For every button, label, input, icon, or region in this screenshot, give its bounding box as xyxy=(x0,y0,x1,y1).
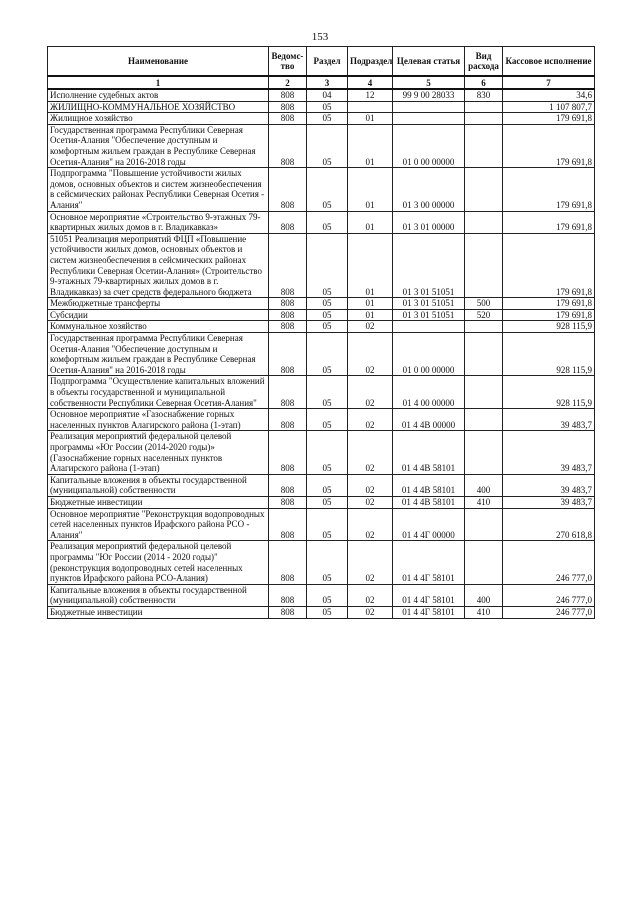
row-section: 05 xyxy=(307,541,348,584)
row-section: 05 xyxy=(307,584,348,606)
row-expense-type: 520 xyxy=(465,309,503,321)
row-subsection: 02 xyxy=(348,376,393,409)
column-number: 6 xyxy=(465,76,503,89)
row-department: 808 xyxy=(269,309,307,321)
row-amount: 246 777,0 xyxy=(503,541,595,584)
row-section: 05 xyxy=(307,333,348,376)
row-subsection: 02 xyxy=(348,541,393,584)
row-amount: 34,6 xyxy=(503,89,595,101)
row-target-item xyxy=(393,113,465,125)
row-amount: 179 691,8 xyxy=(503,298,595,310)
row-name: Реализация мероприятий федеральной целевой программы "Юг России (2014 - 2020 годы)" (реконструкция водопроводных сетей населенных пунктов Ирафского района РСО-Алания) xyxy=(48,541,269,584)
row-expense-type: 400 xyxy=(465,584,503,606)
row-amount: 179 691,8 xyxy=(503,309,595,321)
row-amount: 179 691,8 xyxy=(503,233,595,298)
row-department: 808 xyxy=(269,124,307,167)
column-number: 7 xyxy=(503,76,595,89)
row-section: 05 xyxy=(307,168,348,211)
row-department: 808 xyxy=(269,298,307,310)
row-subsection: 02 xyxy=(348,496,393,508)
row-subsection xyxy=(348,101,393,113)
row-section: 05 xyxy=(307,508,348,541)
row-subsection: 01 xyxy=(348,233,393,298)
row-department: 808 xyxy=(269,584,307,606)
row-name: Реализация мероприятий федеральной целевой программы «Юг России (2014-2020 годы)» (Газоснабжение горных населенных пунктов Алагирского района (1-этап) xyxy=(48,431,269,474)
row-expense-type xyxy=(465,321,503,333)
column-header-target-item: Целевая статья xyxy=(393,47,465,77)
table-row xyxy=(48,474,595,496)
row-subsection: 02 xyxy=(348,321,393,333)
row-subsection: 12 xyxy=(348,89,393,101)
row-amount: 179 691,8 xyxy=(503,168,595,211)
row-section: 05 xyxy=(307,606,348,618)
table-row xyxy=(48,541,595,584)
row-name: Коммунальное хозяйство xyxy=(48,321,269,333)
column-number-row xyxy=(48,76,595,89)
row-subsection: 02 xyxy=(348,606,393,618)
column-header-section: Раздел xyxy=(307,47,348,77)
row-name: Исполнение судебных актов xyxy=(48,89,269,101)
table-row xyxy=(48,496,595,508)
row-target-item: 99 9 00 28033 xyxy=(393,89,465,101)
row-subsection: 02 xyxy=(348,474,393,496)
row-expense-type xyxy=(465,101,503,113)
table-row xyxy=(48,409,595,431)
header-row xyxy=(48,47,595,77)
row-name: Бюджетные инвестиции xyxy=(48,606,269,618)
row-amount: 39 483,7 xyxy=(503,474,595,496)
row-amount: 246 777,0 xyxy=(503,606,595,618)
row-target-item: 01 4 00 00000 xyxy=(393,376,465,409)
row-target-item: 01 4 4В 58101 xyxy=(393,431,465,474)
row-section: 05 xyxy=(307,496,348,508)
row-expense-type xyxy=(465,233,503,298)
row-target-item: 01 0 00 00000 xyxy=(393,124,465,167)
row-name: Основное мероприятие «Строительство 9-этажных 79-квартирных жилых домов в г. Владикавказ» xyxy=(48,211,269,233)
row-subsection: 01 xyxy=(348,168,393,211)
table-row xyxy=(48,333,595,376)
column-number: 2 xyxy=(269,76,307,89)
row-section: 05 xyxy=(307,409,348,431)
table-row xyxy=(48,376,595,409)
row-department: 808 xyxy=(269,211,307,233)
row-subsection: 01 xyxy=(348,309,393,321)
row-target-item: 01 4 4Г 58101 xyxy=(393,541,465,584)
row-section: 04 xyxy=(307,89,348,101)
row-name: Государственная программа Республики Северная Осетия-Алания "Обеспечение доступным и комфортным жильем граждан в Республике Северная Осетия-Алания" на 2016-2018 годы xyxy=(48,124,269,167)
row-target-item xyxy=(393,101,465,113)
row-name: Субсидии xyxy=(48,309,269,321)
row-department: 808 xyxy=(269,168,307,211)
row-name: Бюджетные инвестиции xyxy=(48,496,269,508)
row-department: 808 xyxy=(269,409,307,431)
row-target-item: 01 0 00 00000 xyxy=(393,333,465,376)
row-expense-type: 410 xyxy=(465,606,503,618)
row-amount: 39 483,7 xyxy=(503,409,595,431)
row-section: 05 xyxy=(307,211,348,233)
budget-execution-table xyxy=(47,46,595,619)
row-expense-type xyxy=(465,508,503,541)
row-subsection: 01 xyxy=(348,211,393,233)
row-department: 808 xyxy=(269,321,307,333)
table-row xyxy=(48,309,595,321)
table-row xyxy=(48,101,595,113)
row-section: 05 xyxy=(307,233,348,298)
row-target-item: 01 3 01 00000 xyxy=(393,211,465,233)
row-name: Государственная программа Республики Северная Осетия-Алания "Обеспечение доступным и комфортным жильем граждан в Республике Северная Осетия-Алания" на 2016-2018 годы xyxy=(48,333,269,376)
table-row xyxy=(48,89,595,101)
row-section: 05 xyxy=(307,431,348,474)
table-row xyxy=(48,508,595,541)
row-target-item: 01 3 01 51051 xyxy=(393,309,465,321)
table-row xyxy=(48,211,595,233)
row-name: Основное мероприятие "Реконструкция водопроводных сетей населенных пунктов Ирафского района РСО - Алания" xyxy=(48,508,269,541)
row-name: Основное мероприятие «Газоснабжение горных населенных пунктов Алагирского района (1-этап) xyxy=(48,409,269,431)
row-subsection: 01 xyxy=(348,113,393,125)
row-department: 808 xyxy=(269,496,307,508)
row-name: Капитальные вложения в объекты государственной (муниципальной) собственности xyxy=(48,584,269,606)
column-header-department: Ведомс-тво xyxy=(269,47,307,77)
row-amount: 928 115,9 xyxy=(503,333,595,376)
table-row xyxy=(48,321,595,333)
column-header-expense-type: Вид расхода xyxy=(465,47,503,77)
column-header-subsection: Подраздел xyxy=(348,47,393,77)
row-department: 808 xyxy=(269,431,307,474)
row-target-item: 01 4 4В 58101 xyxy=(393,474,465,496)
row-department: 808 xyxy=(269,474,307,496)
row-expense-type: 830 xyxy=(465,89,503,101)
row-target-item: 01 3 01 51051 xyxy=(393,298,465,310)
row-expense-type: 500 xyxy=(465,298,503,310)
row-section: 05 xyxy=(307,124,348,167)
row-department: 808 xyxy=(269,101,307,113)
row-expense-type xyxy=(465,409,503,431)
table-row xyxy=(48,233,595,298)
table-row xyxy=(48,431,595,474)
row-section: 05 xyxy=(307,321,348,333)
row-name: Подпрограмма "Повышение устойчивости жилых домов, основных объектов и систем жизнеобеспечения в сейсмических районах Республики Северная Осетия - Алания" xyxy=(48,168,269,211)
row-target-item: 01 4 4Г 00000 xyxy=(393,508,465,541)
table-row xyxy=(48,584,595,606)
column-number: 3 xyxy=(307,76,348,89)
row-amount: 179 691,8 xyxy=(503,211,595,233)
row-target-item: 01 4 4В 00000 xyxy=(393,409,465,431)
row-department: 808 xyxy=(269,376,307,409)
row-department: 808 xyxy=(269,606,307,618)
row-amount: 39 483,7 xyxy=(503,431,595,474)
row-department: 808 xyxy=(269,233,307,298)
row-name: 51051 Реализация мероприятий ФЦП «Повышение устойчивости жилых домов, основных объектов и систем жизнеобеспечения в сейсмических районах Республики Северная Осетии-Алания» (Строительство 9-этажных 79-квартирных жилых домов в г. Владикавказ) за счет средств федерального бюджета xyxy=(48,233,269,298)
row-section: 05 xyxy=(307,101,348,113)
row-subsection: 01 xyxy=(348,124,393,167)
row-name: Жилищное хозяйство xyxy=(48,113,269,125)
column-number: 5 xyxy=(393,76,465,89)
row-expense-type xyxy=(465,211,503,233)
row-expense-type xyxy=(465,376,503,409)
table-row xyxy=(48,168,595,211)
row-name: Межбюджетные трансферты xyxy=(48,298,269,310)
row-target-item: 01 3 01 51051 xyxy=(393,233,465,298)
table-row xyxy=(48,124,595,167)
column-number: 4 xyxy=(348,76,393,89)
row-name: Подпрограмма "Осуществление капитальных вложений в объекты государственной и муниципальной собственности Республики Северная Осетия-Алания" xyxy=(48,376,269,409)
column-header-name: Наименование xyxy=(48,47,269,77)
table-row xyxy=(48,606,595,618)
row-amount: 39 483,7 xyxy=(503,496,595,508)
row-amount: 928 115,9 xyxy=(503,376,595,409)
table-row xyxy=(48,298,595,310)
row-expense-type xyxy=(465,124,503,167)
row-subsection: 02 xyxy=(348,508,393,541)
row-department: 808 xyxy=(269,113,307,125)
row-target-item: 01 4 4Г 58101 xyxy=(393,584,465,606)
row-target-item xyxy=(393,321,465,333)
row-department: 808 xyxy=(269,333,307,376)
row-subsection: 02 xyxy=(348,431,393,474)
row-amount: 179 691,8 xyxy=(503,124,595,167)
column-header-cash-execution: Кассовое исполнение xyxy=(503,47,595,77)
row-section: 05 xyxy=(307,113,348,125)
row-name: ЖИЛИЩНО-КОММУНАЛЬНОЕ ХОЗЯЙСТВО xyxy=(48,101,269,113)
row-section: 05 xyxy=(307,298,348,310)
table-body xyxy=(48,89,595,618)
row-section: 05 xyxy=(307,309,348,321)
column-number: 1 xyxy=(48,76,269,89)
row-expense-type: 410 xyxy=(465,496,503,508)
row-subsection: 02 xyxy=(348,333,393,376)
row-subsection: 02 xyxy=(348,409,393,431)
row-expense-type xyxy=(465,333,503,376)
row-target-item: 01 3 00 00000 xyxy=(393,168,465,211)
row-amount: 246 777,0 xyxy=(503,584,595,606)
row-department: 808 xyxy=(269,508,307,541)
row-amount: 179 691,8 xyxy=(503,113,595,125)
row-section: 05 xyxy=(307,474,348,496)
row-target-item: 01 4 4Г 58101 xyxy=(393,606,465,618)
page-number: 153 xyxy=(311,31,329,43)
row-target-item: 01 4 4В 58101 xyxy=(393,496,465,508)
row-department: 808 xyxy=(269,89,307,101)
row-expense-type xyxy=(465,431,503,474)
row-expense-type xyxy=(465,541,503,584)
row-department: 808 xyxy=(269,541,307,584)
row-expense-type: 400 xyxy=(465,474,503,496)
row-amount: 928 115,9 xyxy=(503,321,595,333)
row-name: Капитальные вложения в объекты государственной (муниципальной) собственности xyxy=(48,474,269,496)
row-amount: 1 107 807,7 xyxy=(503,101,595,113)
row-subsection: 02 xyxy=(348,584,393,606)
row-amount: 270 618,8 xyxy=(503,508,595,541)
table-row xyxy=(48,113,595,125)
row-subsection: 01 xyxy=(348,298,393,310)
row-expense-type xyxy=(465,113,503,125)
row-section: 05 xyxy=(307,376,348,409)
row-expense-type xyxy=(465,168,503,211)
